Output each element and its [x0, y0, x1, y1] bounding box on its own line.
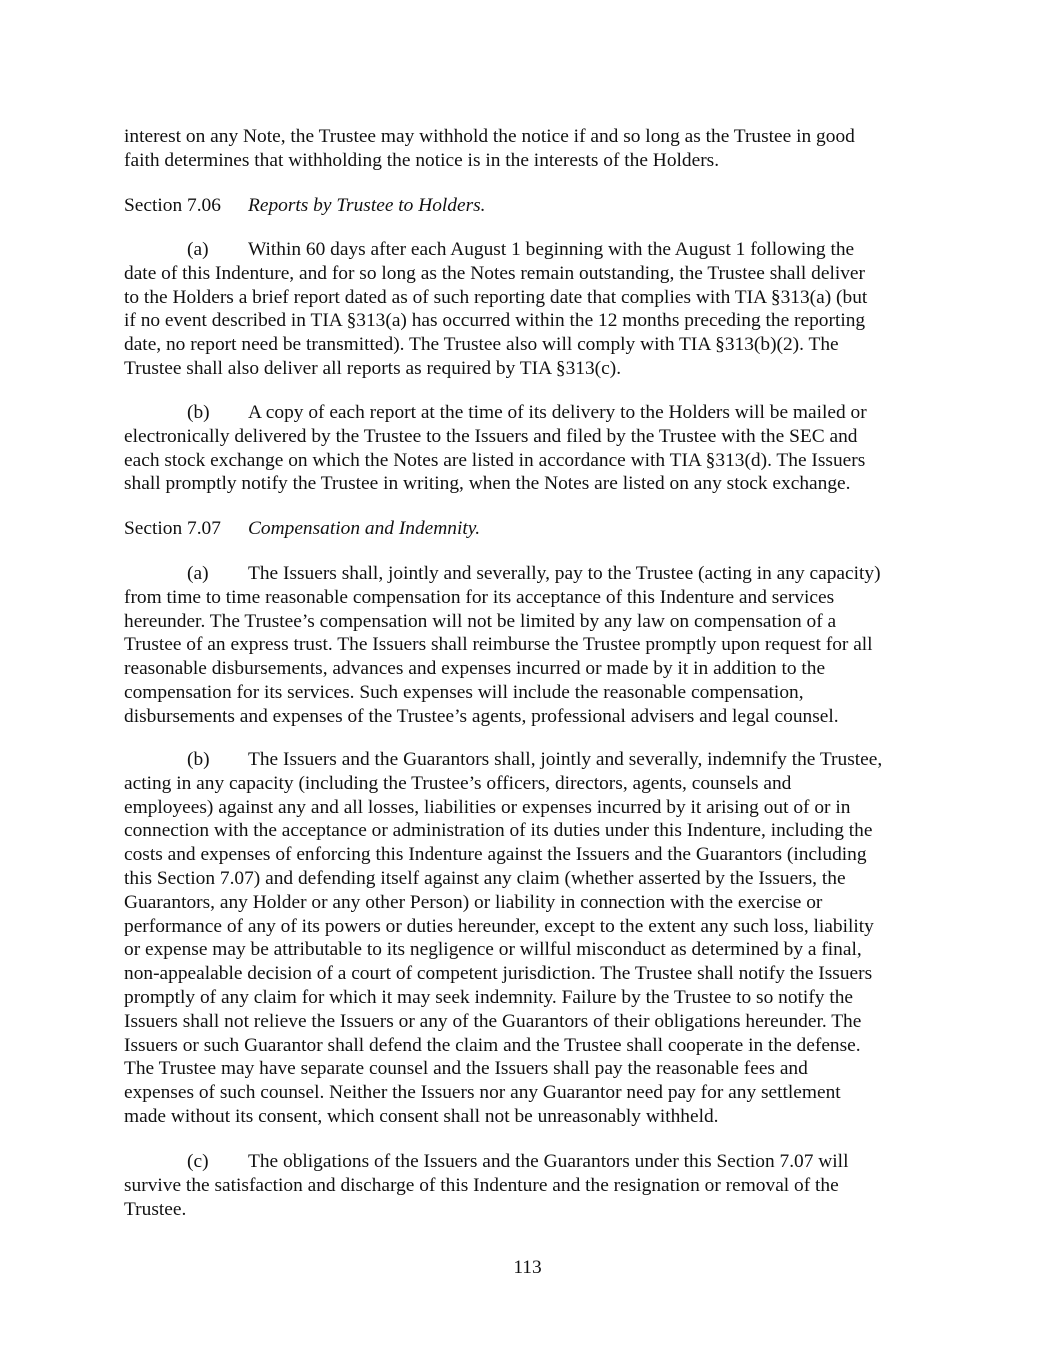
section-number: Section 7.07	[124, 518, 221, 539]
paragraph-marker: (a)	[187, 563, 209, 584]
paragraph-line: performance of any of its powers or duties hereunder, except to the extent any such loss, liability	[124, 915, 874, 937]
paragraph-line: A copy of each report at the time of its delivery to the Holders will be mailed or	[248, 402, 867, 423]
paragraph-first-line	[124, 1150, 934, 1174]
paragraph-first-line	[124, 238, 934, 262]
paragraph-line: from time to time reasonable compensation for its acceptance of this Indenture and services	[124, 586, 835, 608]
paragraph-line: interest on any Note, the Trustee may withhold the notice if and so long as the Trustee in good	[124, 126, 855, 147]
paragraph-line: The Trustee may have separate counsel and the Issuers shall pay the reasonable fees and	[124, 1058, 808, 1080]
section-7-07-heading	[124, 517, 934, 541]
section-7-07-paragraph-c	[124, 1150, 934, 1221]
paragraph-line: expenses of such counsel. Neither the Issuers nor any Guarantor need pay for any settlement	[124, 1082, 841, 1104]
paragraph-line: Trustee shall also deliver all reports as required by TIA §313(c).	[124, 357, 622, 379]
paragraph-line: Issuers or such Guarantor shall defend the claim and the Trustee shall cooperate in the defense.	[124, 1034, 861, 1056]
paragraph-line: faith determines that withholding the notice is in the interests of the Holders.	[124, 149, 720, 171]
paragraph-line: electronically delivered by the Trustee to the Issuers and filed by the Trustee with the SEC and	[124, 425, 858, 447]
paragraph-line: date of this Indenture, and for so long as the Notes remain outstanding, the Trustee shall deliver	[124, 262, 866, 284]
paragraph-line: each stock exchange on which the Notes are listed in accordance with TIA §313(d). The Issuers	[124, 449, 866, 471]
paragraph-line: this Section 7.07) and defending itself against any claim (whether asserted by the Issuers, the	[124, 867, 846, 889]
paragraph-line: made without its consent, which consent shall not be unreasonably withheld.	[124, 1105, 719, 1127]
paragraph-line: Trustee.	[124, 1198, 187, 1220]
section-title: Compensation and Indemnity.	[248, 518, 481, 539]
paragraph-line: reasonable disbursements, advances and expenses incurred or made by it in addition to the	[124, 658, 826, 680]
paragraph-line: survive the satisfaction and discharge of this Indenture and the resignation or removal of the	[124, 1174, 839, 1196]
section-7-06-heading	[124, 194, 934, 218]
carryover-paragraph	[124, 125, 934, 173]
paragraph-line: compensation for its services. Such expenses will include the reasonable compensation,	[124, 681, 804, 703]
section-7-07-paragraph-a	[124, 562, 934, 729]
paragraph-line: Within 60 days after each August 1 beginning with the August 1 following the	[248, 239, 855, 260]
paragraph-line: costs and expenses of enforcing this Indenture against the Issuers and the Guarantors (including	[124, 844, 867, 866]
paragraph-marker: (b)	[187, 402, 210, 423]
paragraph-line: to the Holders a brief report dated as of such reporting date that complies with TIA §313(a) (but	[124, 286, 868, 308]
paragraph-marker: (b)	[187, 749, 210, 770]
paragraph-line: connection with the acceptance or administration of its duties under this Indenture, including the	[124, 820, 873, 842]
paragraph-line: disbursements and expenses of the Trustee’s agents, professional advisers and legal counsel.	[124, 705, 839, 727]
paragraph-first-line	[124, 562, 934, 586]
page-number: 113	[513, 1257, 542, 1278]
section-number: Section 7.06	[124, 195, 221, 216]
paragraph-first-line	[124, 401, 934, 425]
paragraph-line: Trustee of an express trust. The Issuers shall reimburse the Trustee promptly upon request for all	[124, 634, 873, 656]
paragraph-first-line	[124, 748, 934, 772]
paragraph-line: shall promptly notify the Trustee in writing, when the Notes are listed on any stock exchange.	[124, 473, 851, 495]
paragraph-line: hereunder. The Trustee’s compensation will not be limited by any law on compensation of a	[124, 610, 837, 632]
section-7-07-paragraph-b	[124, 748, 934, 1129]
paragraph-line: promptly of any claim for which it may seek indemnity. Failure by the Trustee to so notify the	[124, 986, 854, 1008]
section-title: Reports by Trustee to Holders.	[248, 195, 486, 216]
paragraph-line: The Issuers and the Guarantors shall, jointly and severally, indemnify the Trustee,	[248, 749, 883, 770]
paragraph-line: or expense may be attributable to its negligence or willful misconduct as determined by a final,	[124, 939, 862, 961]
paragraph-marker: (a)	[187, 239, 209, 260]
paragraph-line: The Issuers shall, jointly and severally, pay to the Trustee (acting in any capacity)	[248, 563, 881, 584]
section-7-06-paragraph-a	[124, 238, 934, 381]
paragraph-marker: (c)	[187, 1151, 209, 1172]
paragraph-line: if no event described in TIA §313(a) has occurred within the 12 months preceding the reporting	[124, 310, 866, 332]
section-7-06-paragraph-b	[124, 401, 934, 496]
paragraph-line: The obligations of the Issuers and the Guarantors under this Section 7.07 will	[248, 1151, 849, 1172]
paragraph-line: acting in any capacity (including the Trustee’s officers, directors, agents, counsels and	[124, 772, 792, 794]
paragraph-line: Guarantors, any Holder or any other Person) or liability in connection with the exercise or	[124, 891, 823, 913]
paragraph-line: employees) against any and all losses, liabilities or expenses incurred by it arising out of or in	[124, 796, 851, 818]
paragraph-line: non-appealable decision of a court of competent jurisdiction. The Trustee shall notify the Issuers	[124, 963, 873, 985]
paragraph-line: Issuers shall not relieve the Issuers or any of the Guarantors of their obligations hereunder. The	[124, 1010, 862, 1032]
paragraph-line: date, no report need be transmitted). The Trustee also will comply with TIA §313(b)(2). The	[124, 334, 839, 356]
